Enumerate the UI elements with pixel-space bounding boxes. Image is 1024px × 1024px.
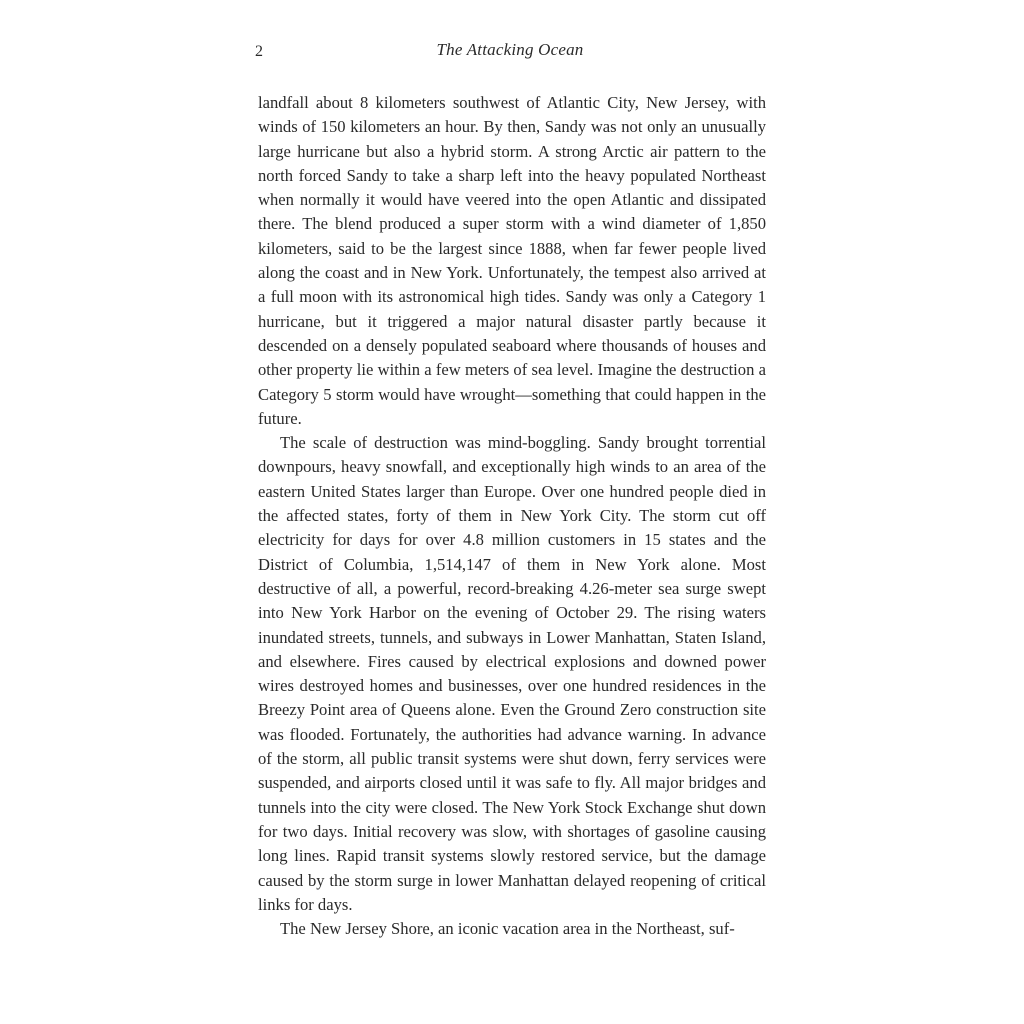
page-number: 2 [255, 43, 263, 60]
paragraph-continued: landfall about 8 kilometers southwest of Atlantic City, New Jersey, with winds of 150 kilometers an hour. By then, Sandy was not only an unusually large hurricane but also a hybrid storm. A strong Arctic air pattern to the north forced Sandy to take a sharp left into the heavy populated Northeast when normally it would have veered into the open Atlantic and dissipated there. The blend produced a super storm with a wind diameter of 1,850 kilometers, said to be the largest since 1888, when far fewer people lived along the coast and in New York. Unfortunately, the tempest also arrived at a full moon with its astronomical high tides. Sandy was only a Category 1 hurricane, but it triggered a major natural disaster partly because it descended on a densely populated seaboard where thousands of houses and other property lie within a few meters of sea level. Imagine the destruction a Category 5 storm would have wrought—something that could happen in the future. [258, 93, 766, 428]
paragraph-partial: The New Jersey Shore, an iconic vacation area in the Northeast, suf- [280, 919, 735, 939]
body-text [258, 91, 766, 941]
running-head [255, 40, 765, 66]
running-title: The Attacking Ocean [436, 40, 584, 59]
paragraph: The scale of destruction was mind-boggling. Sandy brought torrential downpours, heavy snowfall, and exceptionally high winds to an area of the eastern United States larger than Europe. Over one hundred people died in the affected states, forty of them in New York City. The storm cut off electricity for days for over 4.8 million customers in 15 states and the District of Columbia, 1,514,147 of them in New York alone. Most destructive of all, a powerful, record-breaking 4.26-meter sea surge swept into New York Harbor on the evening of October 29. The rising waters inundated streets, tunnels, and subways in Lower Manhattan, Staten Island, and elsewhere. Fires caused by electrical explosions and downed power wires destroyed homes and businesses, over one hundred residences in the Breezy Point area of Queens alone. Even the Ground Zero construction site was flooded. Fortunately, the authorities had advance warning. In advance of the storm, all public transit systems were shut down, ferry services were suspended, and airports closed until it was safe to fly. All major bridges and tunnels into the city were closed. The New York Stock Exchange shut down for two days. Initial recovery was slow, with shortages of gasoline causing long lines. Rapid transit systems slowly restored service, but the damage caused by the storm surge in lower Manhattan delayed reopening of critical links for days. [258, 433, 766, 914]
